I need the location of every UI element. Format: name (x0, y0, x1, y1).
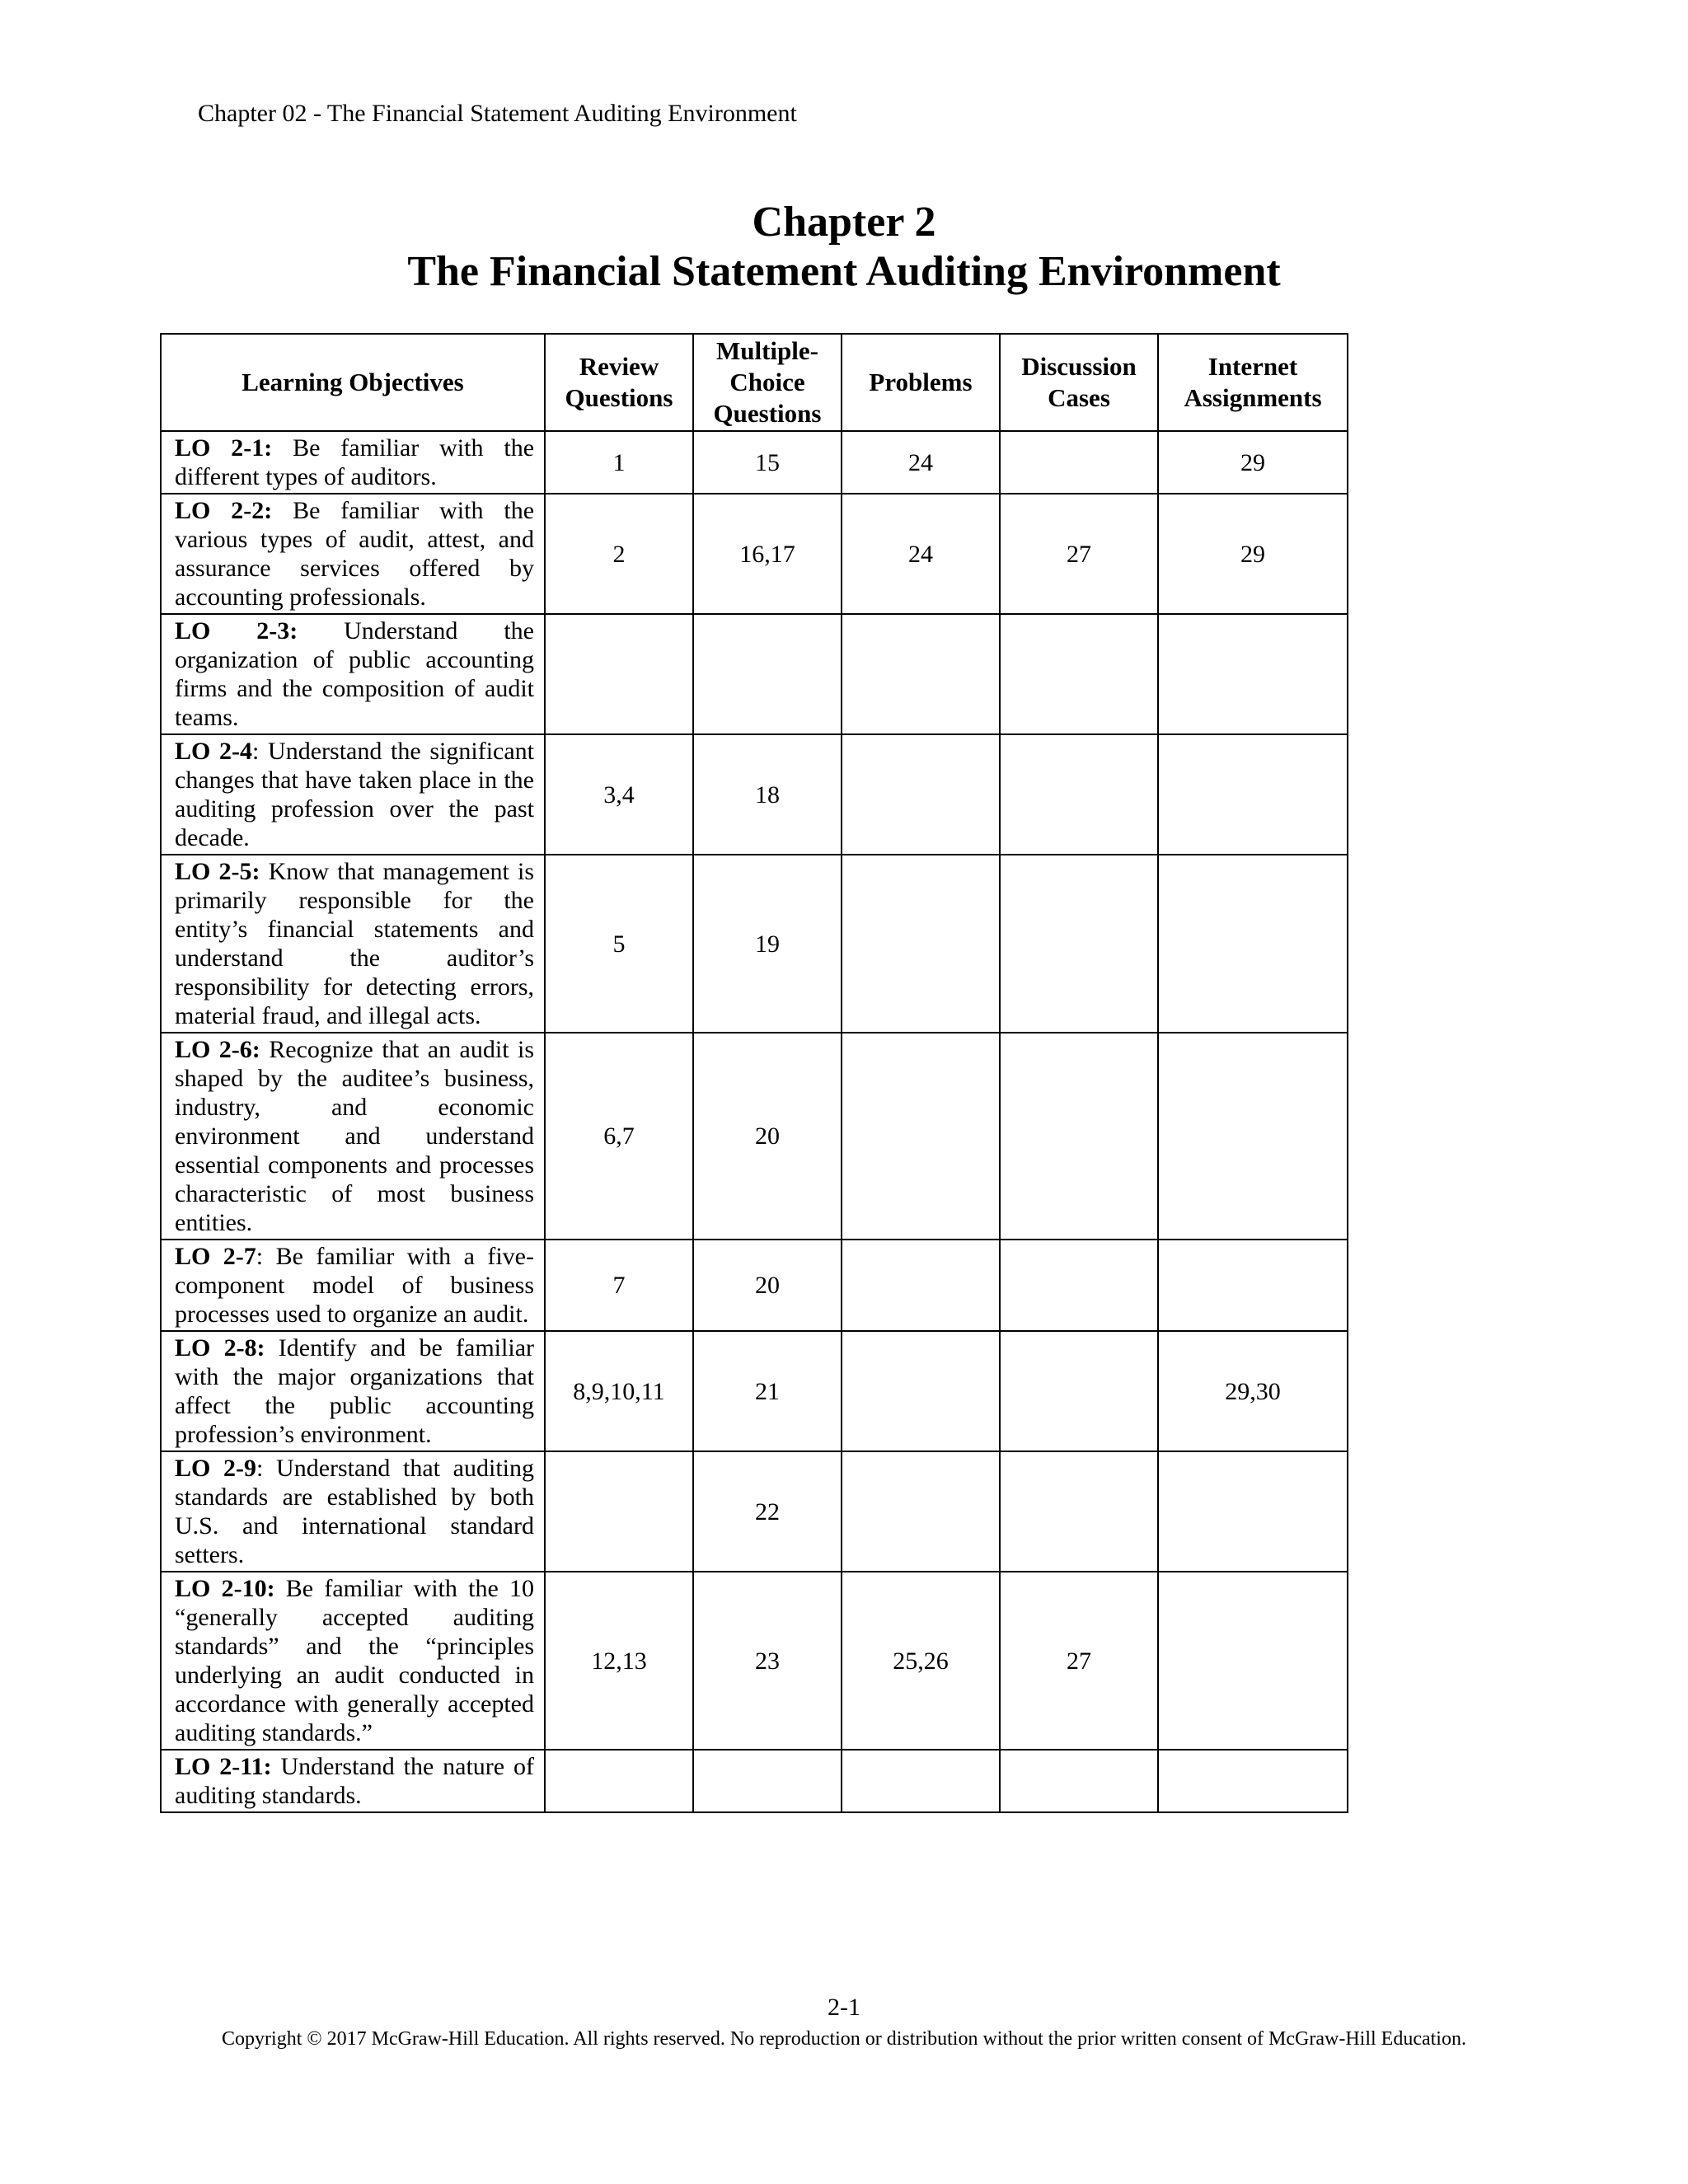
lo-text: Know that management is primarily responsible for the entity’s financial statements and understand the auditor’s responsibility for detecting errors, material fraud, and illegal acts. (175, 858, 535, 1029)
review-cell: 12,13 (545, 1572, 693, 1750)
internet-cell (1158, 1750, 1348, 1812)
problems-cell (842, 1240, 1000, 1331)
objective-cell (161, 1750, 545, 1812)
internet-cell: 29 (1158, 431, 1348, 494)
lo-text: Be familiar with the various types of audit, attest, and assurance services offered by accounting professionals. (175, 497, 535, 611)
discussion-cell (1000, 1331, 1158, 1451)
discussion-cell: 27 (1000, 1572, 1158, 1750)
objective-cell (161, 614, 545, 734)
header-internet-assignments (1158, 334, 1348, 431)
lo-text: Be familiar with the different types of auditors. (175, 434, 535, 490)
table-row (161, 431, 1348, 494)
discussion-cell (1000, 734, 1158, 855)
running-header: Chapter 02 - The Financial Statement Auditing Environment (198, 100, 797, 127)
discussion-cell (1000, 855, 1158, 1033)
lo-code: LO 2-3: (175, 617, 298, 644)
lo-code: LO 2-10: (175, 1575, 275, 1602)
mc-cell (693, 614, 842, 734)
problems-cell (842, 1750, 1000, 1812)
internet-cell (1158, 1240, 1348, 1331)
objective-cell (161, 1033, 545, 1240)
header-discussion-line1: Discussion (1021, 352, 1137, 381)
problems-cell (842, 734, 1000, 855)
mc-cell: 16,17 (693, 494, 842, 614)
table-row (161, 1033, 1348, 1240)
header-mc-line1: Multiple- (716, 336, 818, 365)
objective-cell (161, 1331, 545, 1451)
lo-text: Be familiar with the 10 “generally accepted auditing standards” and the “principles underlying an audit conducted in accordance with generally accepted auditing standards.” (175, 1575, 534, 1746)
problems-cell (842, 1033, 1000, 1240)
lo-text: Understand the organization of public accounting firms and the composition of audit teams. (175, 617, 534, 731)
table-row (161, 1240, 1348, 1331)
lo-code: LO 2-1: (175, 434, 273, 462)
problems-cell: 24 (842, 494, 1000, 614)
header-multiple-choice (693, 334, 842, 431)
objective-cell (161, 1240, 545, 1331)
internet-cell: 29 (1158, 494, 1348, 614)
lo-code: LO 2-5: (175, 858, 260, 885)
header-learning-objectives: Learning Objectives (161, 334, 545, 431)
mc-cell: 20 (693, 1033, 842, 1240)
discussion-cell (1000, 1750, 1158, 1812)
discussion-cell: 27 (1000, 494, 1158, 614)
learning-objectives-table (160, 333, 1348, 1813)
table-row (161, 1331, 1348, 1451)
lo-text: Identify and be familiar with the major organizations that affect the public accounting profession’s environment. (175, 1334, 534, 1448)
review-cell: 3,4 (545, 734, 693, 855)
discussion-cell (1000, 1033, 1158, 1240)
internet-cell (1158, 734, 1348, 855)
table-row (161, 855, 1348, 1033)
review-cell: 8,9,10,11 (545, 1331, 693, 1451)
header-mc-line2: Choice (729, 368, 805, 396)
internet-cell (1158, 1572, 1348, 1750)
review-cell: 7 (545, 1240, 693, 1331)
table-header-row (161, 334, 1348, 431)
table-row (161, 614, 1348, 734)
mc-cell: 15 (693, 431, 842, 494)
header-problems: Problems (842, 334, 1000, 431)
lo-code: LO 2-8: (175, 1334, 265, 1361)
problems-cell (842, 1451, 1000, 1572)
lo-code: LO 2-9 (175, 1455, 257, 1482)
review-cell: 2 (545, 494, 693, 614)
lo-text: : Understand the significant changes that have taken place in the auditing profession over the past decade. (175, 738, 534, 851)
problems-cell (842, 855, 1000, 1033)
internet-cell (1158, 1451, 1348, 1572)
discussion-cell (1000, 1240, 1158, 1331)
internet-cell: 29,30 (1158, 1331, 1348, 1451)
problems-cell: 25,26 (842, 1572, 1000, 1750)
objective-cell (161, 431, 545, 494)
header-discussion-line2: Cases (1048, 383, 1110, 412)
objective-cell (161, 494, 545, 614)
objective-cell (161, 1451, 545, 1572)
objective-cell (161, 855, 545, 1033)
review-cell: 1 (545, 431, 693, 494)
mc-cell: 21 (693, 1331, 842, 1451)
lo-code: LO 2-7 (175, 1243, 256, 1270)
page-title (0, 198, 1688, 297)
review-cell (545, 1451, 693, 1572)
header-internet-line1: Internet (1207, 352, 1298, 381)
internet-cell (1158, 1033, 1348, 1240)
header-mc-line3: Questions (713, 399, 822, 428)
mc-cell: 20 (693, 1240, 842, 1331)
copyright-notice: Copyright © 2017 McGraw-Hill Education. All rights reserved. No reproduction or distribution without the prior written consent of McGraw-Hill Education. (222, 2028, 1466, 2050)
header-discussion-cases (1000, 334, 1158, 431)
lo-text: : Be familiar with a five-component model of business processes used to organize an audit. (175, 1243, 534, 1328)
internet-cell (1158, 855, 1348, 1033)
page-number: 2-1 (828, 1994, 860, 2021)
mc-cell: 19 (693, 855, 842, 1033)
review-cell (545, 614, 693, 734)
mc-cell: 23 (693, 1572, 842, 1750)
lo-text: : Understand that auditing standards are established by both U.S. and international standard setters. (175, 1455, 534, 1568)
internet-cell (1158, 614, 1348, 734)
chapter-title: The Financial Statement Auditing Environment (407, 248, 1281, 295)
table-row (161, 1572, 1348, 1750)
problems-cell (842, 614, 1000, 734)
mc-cell: 22 (693, 1451, 842, 1572)
mc-cell: 18 (693, 734, 842, 855)
lo-text: Understand the nature of auditing standards. (175, 1753, 534, 1809)
discussion-cell (1000, 1451, 1158, 1572)
review-cell (545, 1750, 693, 1812)
lo-code: LO 2-4 (175, 738, 253, 765)
discussion-cell (1000, 431, 1158, 494)
lo-text: Recognize that an audit is shaped by the auditee’s business, industry, and economic environment and understand essential components and processes characteristic of most business entities. (175, 1036, 535, 1236)
header-review-questions (545, 334, 693, 431)
discussion-cell (1000, 614, 1158, 734)
objective-cell (161, 734, 545, 855)
problems-cell: 24 (842, 431, 1000, 494)
header-review-line1: Review (579, 352, 659, 381)
mc-cell (693, 1750, 842, 1812)
review-cell: 5 (545, 855, 693, 1033)
objective-cell (161, 1572, 545, 1750)
lo-code: LO 2-2: (175, 497, 273, 524)
table-row (161, 1451, 1348, 1572)
table-row (161, 494, 1348, 614)
lo-code: LO 2-11: (175, 1753, 272, 1780)
chapter-number: Chapter 2 (752, 199, 936, 246)
table-row (161, 1750, 1348, 1812)
header-internet-line2: Assignments (1184, 383, 1322, 412)
header-review-line2: Questions (565, 383, 673, 412)
table-row (161, 734, 1348, 855)
problems-cell (842, 1331, 1000, 1451)
review-cell: 6,7 (545, 1033, 693, 1240)
lo-code: LO 2-6: (175, 1036, 260, 1063)
